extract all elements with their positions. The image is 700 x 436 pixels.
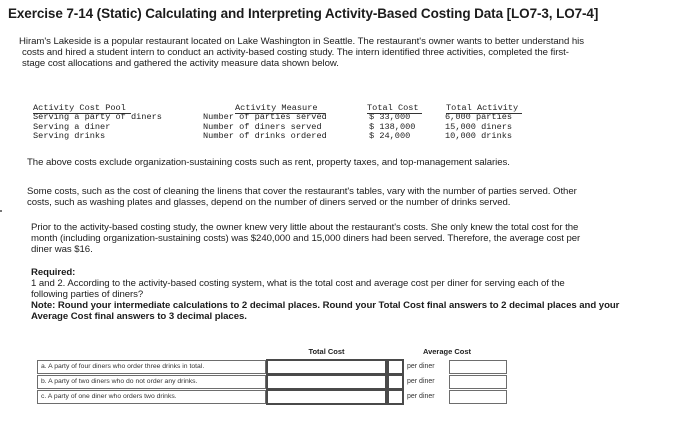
prior-line: diner was $16.: [31, 244, 93, 255]
measure-cell: Number of parties served: [203, 112, 327, 123]
average-cost-column-header: Average Cost: [422, 347, 472, 356]
party-a-label: a. A party of four diners who order three drinks in total.: [37, 360, 266, 374]
exercise-title: Exercise 7-14 (Static) Calculating and Interpreting Activity-Based Costing Data [LO7-3, LO7-4]: [8, 6, 599, 21]
total-cost-cell: $ 24,000: [369, 130, 411, 141]
total-cost-cell: $ 33,000: [369, 112, 411, 123]
rounding-note: Note: Round your intermediate calculations to 2 decimal places. Round your Total Cost final answers to 2 decimal places and your: [31, 300, 620, 311]
total-cost-cell: $ 138,000: [369, 121, 416, 132]
prior-line: Prior to the activity-based costing study, the owner knew very little about the restaurant's costs. She only knew the total cost for the: [31, 222, 579, 233]
cost-behavior-line: costs, such as washing plates and glasses, depend on the number of diners served or the number of drinks served.: [27, 197, 511, 208]
total-cost-column-header: Total Cost: [308, 347, 345, 356]
total-activity-cell: 10,000 drinks: [445, 130, 513, 141]
scroll-edge-marker: [0, 210, 2, 212]
intro-line: costs and hired a student intern to conduct an activity-based costing study. The intern identified three activities, completed the first-: [22, 47, 569, 58]
party-b-average-cost-input[interactable]: [387, 374, 404, 390]
cost-pool-cell: Serving drinks: [33, 130, 106, 141]
required-question-line: 1 and 2. According to the activity-based costing system, what is the total cost and average cost per diner for serving each of the: [31, 278, 565, 289]
party-c-average-cost-input[interactable]: [387, 389, 404, 405]
exclusion-line: The above costs exclude organization-sustaining costs such as rent, property taxes, and top-management salaries.: [27, 157, 510, 168]
total-activity-cell: 15,000 diners: [445, 121, 513, 132]
header-total-activity: Total Activity: [446, 103, 519, 113]
per-diner-unit: per diner: [407, 363, 435, 370]
prior-line: month (including organization-sustaining costs) was $240,000 and 15,000 diners had been served. Therefore, the average cost per: [31, 233, 581, 244]
cost-pool-cell: Serving a party of diners: [33, 112, 162, 123]
unit-cell: [449, 375, 507, 389]
header-activity-cost-pool: Activity Cost Pool: [33, 103, 126, 113]
cost-behavior-paragraph: [27, 186, 577, 208]
measure-cell: Number of diners served: [203, 121, 322, 132]
rounding-note: Average Cost final answers to 3 decimal places.: [31, 311, 247, 322]
exclusion-paragraph: [27, 157, 510, 168]
intro-line: stage cost allocations and gathered the activity measure data shown below.: [22, 58, 339, 69]
party-a-average-cost-input[interactable]: [387, 359, 404, 375]
per-diner-unit: per diner: [407, 378, 435, 385]
unit-cell: [449, 360, 507, 374]
cost-behavior-line: Some costs, such as the cost of cleaning the linens that cover the restaurant's tables, vary with the number of parties served. Other: [27, 186, 577, 197]
measure-cell: Number of drinks ordered: [203, 130, 327, 141]
party-b-label: b. A party of two diners who do not order any drinks.: [37, 375, 266, 389]
intro-line: Hiram's Lakeside is a popular restaurant located on Lake Washington in Seattle. The restaurant's owner wants to better understand his: [19, 36, 584, 47]
cost-pool-cell: Serving a diner: [33, 121, 111, 132]
intro-paragraph: [19, 36, 584, 69]
header-activity-measure: Activity Measure: [235, 103, 318, 113]
required-heading: Required:: [31, 267, 76, 278]
total-activity-cell: 6,000 parties: [445, 112, 513, 123]
prior-costing-paragraph: [31, 222, 580, 255]
required-question-line: following parties of diners?: [31, 289, 144, 300]
party-c-total-cost-input[interactable]: [266, 389, 387, 405]
party-b-total-cost-input[interactable]: [266, 374, 387, 390]
required-section: [31, 267, 619, 322]
party-a-total-cost-input[interactable]: [266, 359, 387, 375]
unit-cell: [449, 390, 507, 404]
party-c-label: c. A party of one diner who orders two drinks.: [37, 390, 266, 404]
header-total-cost: Total Cost: [367, 103, 419, 113]
per-diner-unit: per diner: [407, 393, 435, 400]
